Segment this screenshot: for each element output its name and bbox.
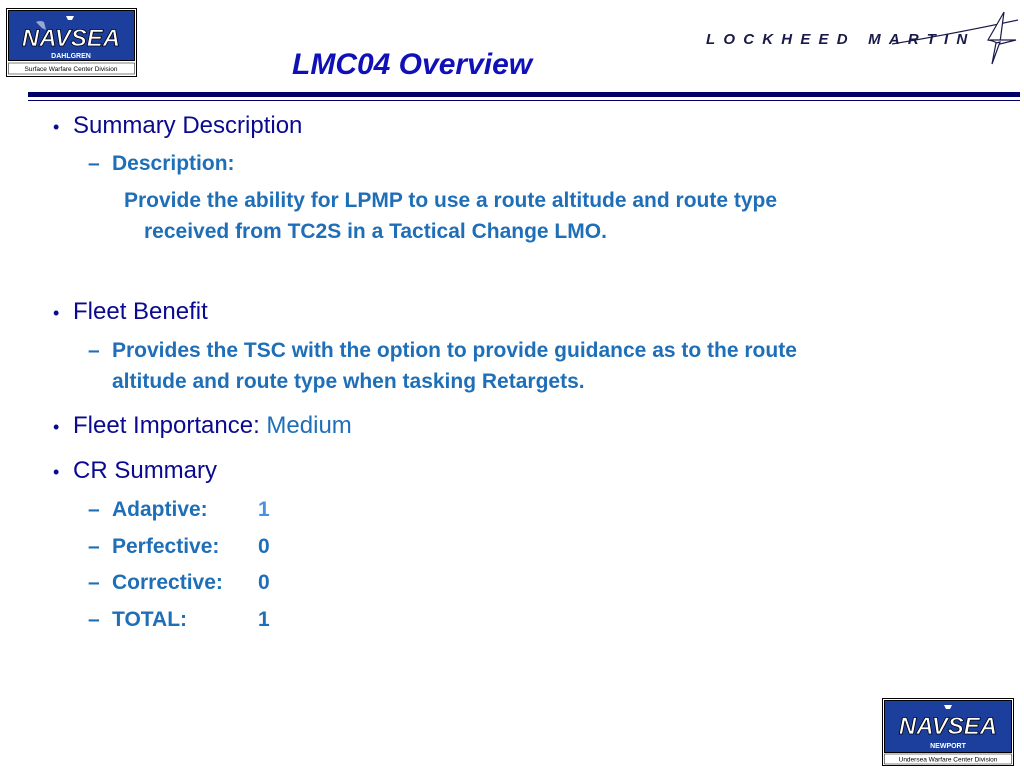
slide-title: LMC04 Overview	[292, 48, 533, 81]
cr-row-value: 1	[258, 608, 270, 631]
navsea-location: NEWPORT	[930, 743, 966, 750]
benefit-heading: Fleet Benefit	[73, 298, 208, 325]
cr-row-value: 0	[258, 535, 270, 558]
importance-line	[73, 411, 352, 441]
cr-row-label: TOTAL:	[112, 608, 188, 631]
navsea-wordmark: NAVSEA	[21, 25, 121, 52]
cr-row-label: Perfective:	[112, 535, 220, 558]
dash-marker: –	[88, 498, 100, 521]
navsea-wordmark: NAVSEA	[898, 713, 998, 740]
navsea-location: DAHLGREN	[51, 53, 91, 60]
bullet-dot: •	[53, 303, 60, 323]
benefit-text-line1: Provides the TSC with the option to provide guidance as to the route	[112, 339, 797, 362]
cr-row-label: Adaptive:	[112, 498, 208, 521]
dash-marker: –	[88, 608, 100, 631]
dash-marker: –	[88, 535, 100, 558]
importance-label: Fleet Importance:	[73, 412, 267, 439]
cr-row-value: 1	[258, 498, 270, 521]
cr-summary-heading: CR Summary	[73, 457, 218, 484]
navsea-division: Undersea Warfare Center Division	[898, 756, 998, 764]
navsea-newport-logo	[882, 698, 1014, 766]
bullet-dot: •	[53, 117, 60, 137]
dash-marker: –	[88, 339, 100, 362]
navsea-logo-graphic	[882, 698, 1014, 766]
summary-text-line1: Provide the ability for LPMP to use a route altitude and route type	[124, 189, 778, 212]
cr-row-value: 0	[258, 571, 270, 594]
summary-sub-label: Description:	[112, 152, 235, 175]
benefit-text-line2: altitude and route type when tasking Retargets.	[112, 370, 585, 393]
lockheed-martin-wordmark: LOCKHEED MARTIN	[706, 31, 976, 48]
dash-marker: –	[88, 571, 100, 594]
importance-value: Medium	[266, 412, 352, 439]
navsea-division: Surface Warfare Center Division	[24, 66, 118, 73]
bullet-dot: •	[53, 462, 60, 482]
bullet-dot: •	[53, 417, 60, 437]
summary-heading: Summary Description	[73, 112, 303, 139]
summary-text-line2: received from TC2S in a Tactical Change LMO.	[144, 220, 607, 243]
dash-marker: –	[88, 152, 100, 175]
cr-row-label: Corrective:	[112, 571, 223, 594]
